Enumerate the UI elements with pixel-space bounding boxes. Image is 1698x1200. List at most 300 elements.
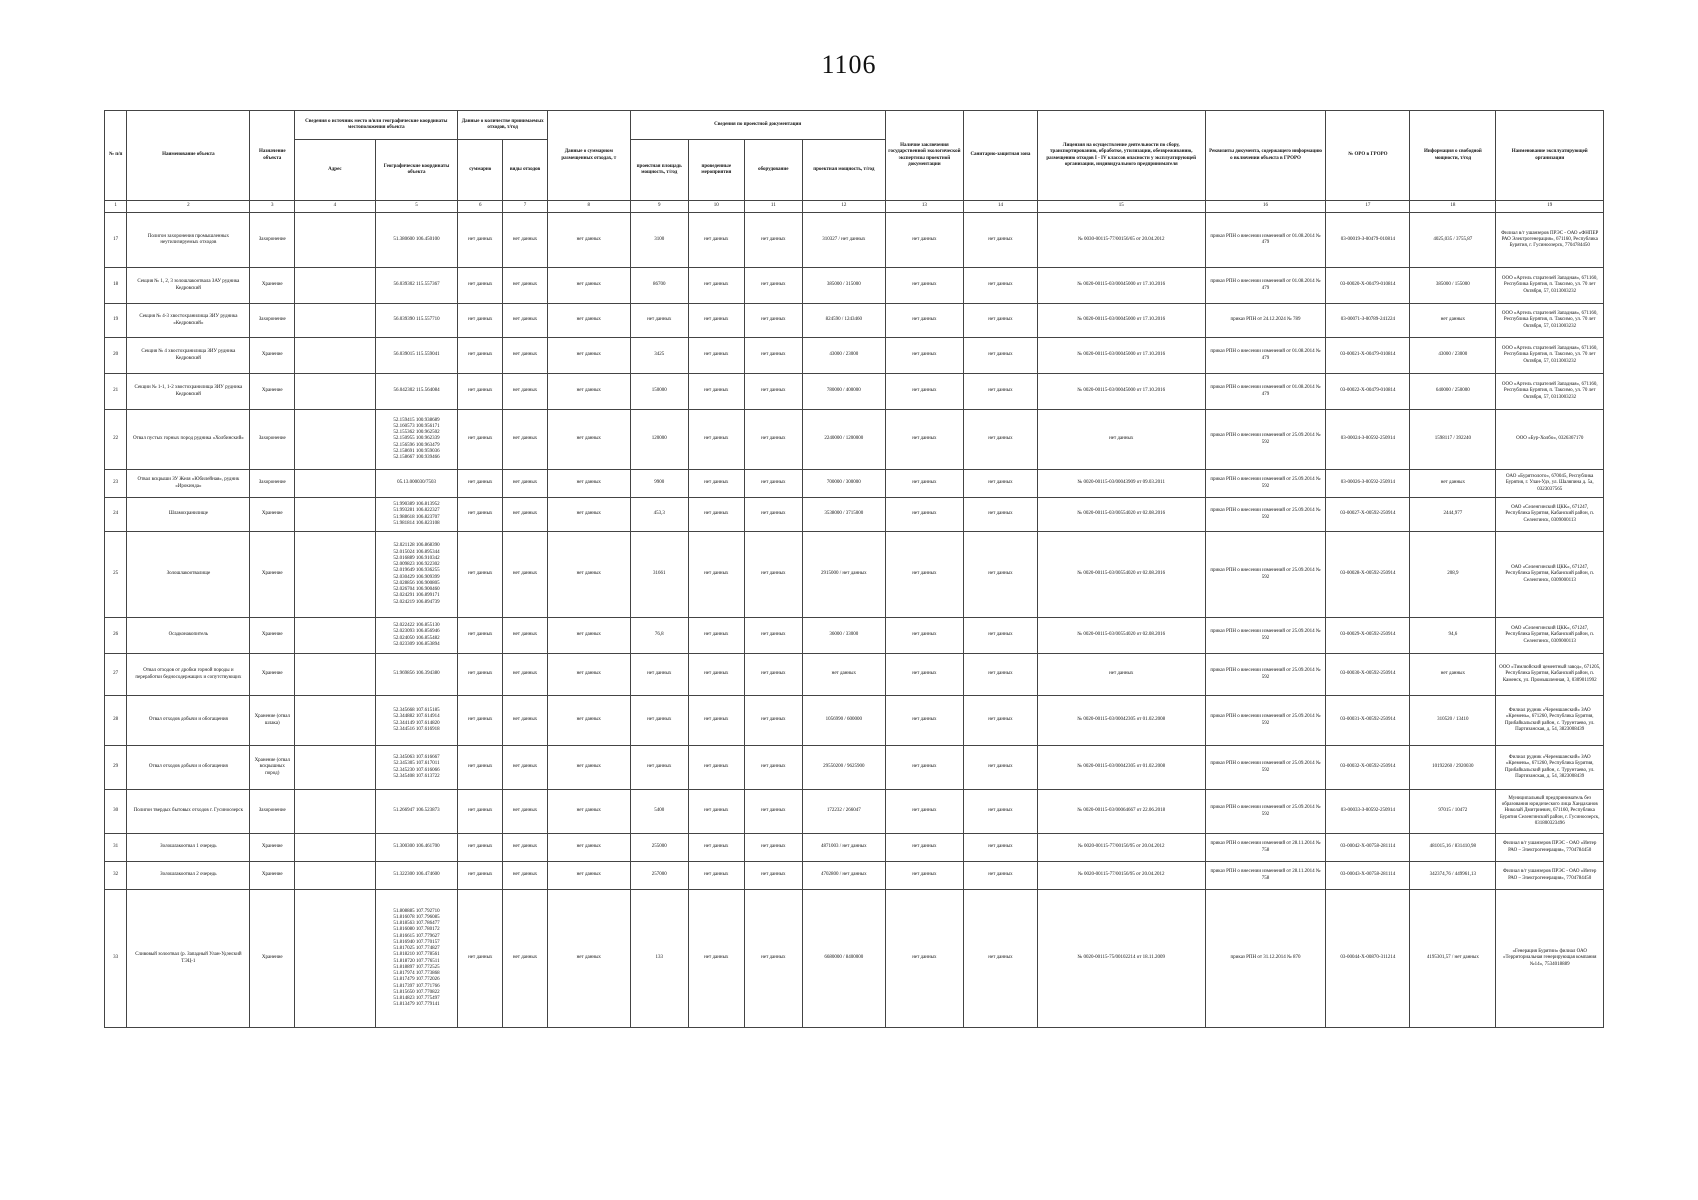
equipment-cell: нет данных [744,498,802,532]
free-capacity-cell: 310520 / 13410 [1410,696,1496,746]
placed-waste-cell: нет данных [547,268,630,304]
object-name-cell: Золошлакоотвал 2 очередь [127,862,250,890]
total-quantity-cell: нет данных [458,410,503,470]
placed-waste-cell: нет данных [547,338,630,374]
object-name-cell: Секция № 4 хвостохранилища ЗИУ рудника Кедровский [127,338,250,374]
header-project-doc-group: Сведения по проектной документации [630,111,885,140]
object-purpose-cell: Хранение [250,654,295,696]
object-name-cell: Золошлакоотвал 1 очередь [127,834,250,862]
project-capacity-cell: 385000 / 315000 [802,268,885,304]
coordinates-cell: 52.345668 107.615185 52.344882 107.614914 52.344149 107.614820 52.344516 107.616918 [375,696,458,746]
object-name-cell: Шламохранилище [127,498,250,532]
operator-cell: ООО «Артель старателей Западная», 671160, Республика Бурятия, п. Таксимо, ул. 70 лет Октября, 57, 0313003232 [1496,304,1604,338]
row-number-cell: 20 [105,338,127,374]
total-quantity-cell: нет данных [458,862,503,890]
sanitary-zone-cell: нет данных [964,532,1038,618]
address-cell [295,654,376,696]
row-number-cell: 30 [105,790,127,834]
project-capacity-cell: 2240000 / 1200000 [802,410,885,470]
oro-number-cell: 03-00033-З-00592-250914 [1326,790,1410,834]
coordinates-cell: 52.159415 100.938689 52.160573 100.956171 52.155362 100.962502 52.150955 100.962339 52.156596 100.963479 52.158691 100.959036 52.158667 100.939466 [375,410,458,470]
coordinates-cell: 51.266947 106.523873 [375,790,458,834]
placed-waste-cell: нет данных [547,790,630,834]
operator-cell: ООО «Артель старателей Западная», 671160, Республика Бурятия, п. Таксимо, ул. 70 лет Октября, 57, 0313003232 [1496,268,1604,304]
address-cell [295,213,376,268]
table-row [105,654,1604,696]
equipment-cell: нет данных [744,374,802,410]
object-purpose-cell: Захоронение [250,410,295,470]
waste-types-cell: нет данных [503,618,548,654]
coordinates-cell: 56.039390 115.557710 [375,304,458,338]
measures-cell: нет данных [688,304,744,338]
table-row [105,338,1604,374]
object-purpose-cell: Хранение (отвал вскрышных пород) [250,746,295,790]
expertise-cell: нет данных [885,790,963,834]
sanitary-zone-cell: нет данных [964,834,1038,862]
measures-cell: нет данных [688,654,744,696]
table-row [105,890,1604,1028]
object-name-cell: Секция № 1, 2, 3 золошлакоотвала ЗАУ рудника Кедровский [127,268,250,304]
groro-document-cell: приказ РПН от 24.12.2024 № 789 [1205,304,1326,338]
coordinates-cell: 56.039302 115.557367 [375,268,458,304]
groro-document-cell: приказ РПН о внесении изменений от 25.09.2014 № 592 [1205,746,1326,790]
project-area-cell: 86700 [630,268,688,304]
project-capacity-cell: 824590 / 1243460 [802,304,885,338]
groro-document-cell: приказ РПН о внесении изменений от 25.09.2014 № 592 [1205,790,1326,834]
operator-cell: «Генерация Бурятии» филиал ОАО «Территориальная генерирующая компания №14», 7534018889 [1496,890,1604,1028]
equipment-cell: нет данных [744,213,802,268]
header-measures: проведенные мероприятия [688,140,744,201]
measures-cell: нет данных [688,696,744,746]
measures-cell: нет данных [688,790,744,834]
object-purpose-cell: Хранение [250,374,295,410]
column-number: 18 [1410,201,1496,213]
expertise-cell: нет данных [885,338,963,374]
free-capacity-cell: 4025,035 / 3755,87 [1410,213,1496,268]
address-cell [295,338,376,374]
free-capacity-cell: 385000 / 155000 [1410,268,1496,304]
free-capacity-cell: 10192260 / 2920030 [1410,746,1496,790]
object-purpose-cell: Хранение [250,618,295,654]
table-row [105,862,1604,890]
project-capacity-cell: 310327 / нет данных [802,213,885,268]
row-number-cell: 26 [105,618,127,654]
groro-document-cell: приказ РПН о внесении изменений от 25.09.2014 № 592 [1205,654,1326,696]
oro-number-cell: 03-00022-Х-00479-010814 [1326,374,1410,410]
object-purpose-cell: Хранение [250,338,295,374]
object-name-cell: Отвал пустых горных пород рудника «Холбинский» [127,410,250,470]
sanitary-zone-cell: нет данных [964,746,1038,790]
oro-number-cell: 03-00027-Х-00592-250914 [1326,498,1410,532]
measures-cell: нет данных [688,746,744,790]
free-capacity-cell: нет данных [1410,470,1496,498]
header-quantity-group: Данные о количестве принимаемых отходов, т/год [458,111,547,140]
expertise-cell: нет данных [885,746,963,790]
table-row [105,213,1604,268]
row-number-cell: 18 [105,268,127,304]
sanitary-zone-cell: нет данных [964,304,1038,338]
header-placed-waste: Данные о суммарном размещенных отходах, т [547,111,630,201]
row-number-cell: 19 [105,304,127,338]
column-number: 3 [250,201,295,213]
coordinates-cell: 51.300300 106.461700 [375,834,458,862]
operator-cell: ОАО «Селенгинский ЦКК», 671247, Республика Бурятия, Кабанский район, п. Селенгинск, 0309000113 [1496,498,1604,532]
table-body [105,213,1604,1028]
placed-waste-cell: нет данных [547,746,630,790]
placed-waste-cell: нет данных [547,862,630,890]
license-cell: № 0020-00115-03/00043909 от 09.03.2011 [1037,470,1205,498]
sanitary-zone-cell: нет данных [964,696,1038,746]
placed-waste-cell: нет данных [547,654,630,696]
header-num: № п/п [105,111,127,201]
row-number-cell: 25 [105,532,127,618]
groro-document-cell: приказ РПН о внесении изменений от 25.09.2014 № 592 [1205,410,1326,470]
oro-number-cell: 03-00026-З-00592-250914 [1326,470,1410,498]
measures-cell: нет данных [688,470,744,498]
project-capacity-cell: 6680000 / 8400000 [802,890,885,1028]
waste-objects-table [104,110,1604,1028]
free-capacity-cell: нет данных [1410,304,1496,338]
table-row [105,268,1604,304]
sanitary-zone-cell: нет данных [964,213,1038,268]
groro-document-cell: приказ РПН о внесении изменений от 28.11.2014 № 758 [1205,834,1326,862]
address-cell [295,834,376,862]
address-cell [295,862,376,890]
waste-types-cell: нет данных [503,374,548,410]
column-number: 4 [295,201,376,213]
object-purpose-cell: Хранение [250,890,295,1028]
waste-types-cell: нет данных [503,410,548,470]
expertise-cell: нет данных [885,696,963,746]
column-number: 12 [802,201,885,213]
operator-cell: ОАО «Селенгинский ЦКК», 671247, Республика Бурятия, Кабанский район, п. Селенгинск, 0309000113 [1496,618,1604,654]
header-oro-number: № ОРО в ГРОРО [1326,111,1410,201]
sanitary-zone-cell: нет данных [964,618,1038,654]
oro-number-cell: 03-00031-Х-00592-250914 [1326,696,1410,746]
object-purpose-cell: Хранение [250,498,295,532]
expertise-cell: нет данных [885,213,963,268]
object-name-cell: Осадконакопитель [127,618,250,654]
total-quantity-cell: нет данных [458,268,503,304]
header-waste-types: виды отходов [503,140,548,201]
placed-waste-cell: нет данных [547,470,630,498]
row-number-cell: 33 [105,890,127,1028]
waste-types-cell: нет данных [503,790,548,834]
project-area-cell: 5400 [630,790,688,834]
table-row [105,498,1604,532]
placed-waste-cell: нет данных [547,834,630,862]
address-cell [295,532,376,618]
object-purpose-cell: Хранение [250,834,295,862]
license-cell: № 0030-00115-77/00156/65 от 20.04.2012 [1037,213,1205,268]
equipment-cell: нет данных [744,890,802,1028]
project-area-cell: 9900 [630,470,688,498]
total-quantity-cell: нет данных [458,374,503,410]
expertise-cell: нет данных [885,890,963,1028]
header-object-name: Наименование объекта [127,111,250,201]
expertise-cell: нет данных [885,618,963,654]
measures-cell: нет данных [688,374,744,410]
license-cell: № 0020-00115-03/00554020 от 02.08.2016 [1037,618,1205,654]
equipment-cell: нет данных [744,338,802,374]
object-name-cell: Отвал вскрыши ЗУ Желя «Юбилейная», рудник «Ирокинда» [127,470,250,498]
address-cell [295,618,376,654]
address-cell [295,304,376,338]
sanitary-zone-cell: нет данных [964,654,1038,696]
expertise-cell: нет данных [885,532,963,618]
project-area-cell: 3100 [630,213,688,268]
operator-cell: ООО «Артель старателей Западная», 671160, Республика Бурятия, п. Таксимо, ул. 70 лет Октября, 57, 0313003232 [1496,338,1604,374]
waste-types-cell: нет данных [503,746,548,790]
expertise-cell: нет данных [885,654,963,696]
license-cell: № 0020-00115-03/00045000 от 17.10.2016 [1037,338,1205,374]
oro-number-cell: 03-00044-Х-00870-311214 [1326,890,1410,1028]
header-project-area: проектная площадь мощность, т/год [630,140,688,201]
total-quantity-cell: нет данных [458,470,503,498]
groro-document-cell: приказ РПН о внесении изменений от 25.09.2014 № 592 [1205,618,1326,654]
object-purpose-cell: Хранение [250,862,295,890]
waste-types-cell: нет данных [503,470,548,498]
column-number: 11 [744,201,802,213]
object-purpose-cell: Захоронение [250,470,295,498]
table-row [105,532,1604,618]
project-capacity-cell: 43000 / 23000 [802,338,885,374]
oro-number-cell: 03-00021-Х-00479-010814 [1326,338,1410,374]
equipment-cell: нет данных [744,834,802,862]
sanitary-zone-cell: нет данных [964,498,1038,532]
placed-waste-cell: нет данных [547,410,630,470]
expertise-cell: нет данных [885,862,963,890]
project-capacity-cell: нет данных [802,654,885,696]
project-capacity-cell: 3538000 / 3715000 [802,498,885,532]
coordinates-cell: 51.322300 106.474600 [375,862,458,890]
equipment-cell: нет данных [744,696,802,746]
object-purpose-cell: Хранение [250,268,295,304]
operator-cell: Филиал в/г ушанзеров ПРЭС - ОАО «ФНПЕР РАО Электрогенерация», 671160, Республика Бурятия, г. Гусиноозерск, 7704784450 [1496,213,1604,268]
placed-waste-cell: нет данных [547,618,630,654]
license-cell: № 0020-00115-03/00045000 от 17.10.2016 [1037,374,1205,410]
measures-cell: нет данных [688,338,744,374]
project-area-cell: нет данных [630,304,688,338]
oro-number-cell: 03-00019-З-00479-010814 [1326,213,1410,268]
total-quantity-cell: нет данных [458,834,503,862]
page-number: 1106 [821,50,877,79]
total-quantity-cell: нет данных [458,304,503,338]
measures-cell: нет данных [688,213,744,268]
column-number: 16 [1205,201,1326,213]
object-name-cell: Полигон твердых бытовых отходов г. Гусиноозерск [127,790,250,834]
header-total: суммарно [458,140,503,201]
license-cell: № 0020-00115-75/00102214 от 18.11.2009 [1037,890,1205,1028]
coordinates-cell: 56.039015 115.559041 [375,338,458,374]
table-row [105,304,1604,338]
operator-cell: Филиал в/г ушанзеров ПРЭС - ОАО «Интер РАО – Электрогенерация», 7704784450 [1496,834,1604,862]
table-row [105,470,1604,498]
operator-cell: ООО «Артель старателей Западная», 671160, Республика Бурятия, п. Таксимо, ул. 70 лет Октября, 57, 0313003232 [1496,374,1604,410]
equipment-cell: нет данных [744,862,802,890]
table-row [105,790,1604,834]
waste-types-cell: нет данных [503,498,548,532]
free-capacity-cell: 208,9 [1410,532,1496,618]
row-number-cell: 17 [105,213,127,268]
expertise-cell: нет данных [885,304,963,338]
table-row [105,696,1604,746]
total-quantity-cell: нет данных [458,654,503,696]
header-expertise: Наличие заключения государственной экологической экспертизы проектной документации [885,111,963,201]
project-area-cell: 255000 [630,834,688,862]
column-number: 5 [375,201,458,213]
expertise-cell: нет данных [885,374,963,410]
header-coordinates: Географические координаты объекта [375,140,458,201]
waste-types-cell: нет данных [503,890,548,1028]
license-cell: № 0020-00115-03/00045000 от 17.10.2016 [1037,268,1205,304]
license-cell: № 0020-00115-03/00064667 от 22.06.2018 [1037,790,1205,834]
license-cell: № 0020-00115-03/00042305 от 01.02.2008 [1037,746,1205,790]
project-capacity-cell: 172232 / 266047 [802,790,885,834]
license-cell: № 0020-00115-77/00156/95 от 20.04.2012 [1037,862,1205,890]
oro-number-cell: 03-00030-Х-00592-250914 [1326,654,1410,696]
project-capacity-cell: 780000 / 400000 [802,374,885,410]
total-quantity-cell: нет данных [458,890,503,1028]
project-area-cell: 31661 [630,532,688,618]
equipment-cell: нет данных [744,790,802,834]
coordinates-cell: 52.022422 106.855130 52.023093 106.856946 52.024050 106.855482 52.023309 106.853894 [375,618,458,654]
object-name-cell: Секция № 4-3 хвостохранилища ЗИУ рудника «Кедровский» [127,304,250,338]
column-number: 8 [547,201,630,213]
oro-number-cell: 03-00043-Х-00758-281114 [1326,862,1410,890]
header-groro-document: Реквизиты документа, содержащего информацию о включении объекта в ГРОРО [1205,111,1326,201]
address-cell [295,470,376,498]
column-number: 10 [688,201,744,213]
project-capacity-cell: 4871003 / нет данных [802,834,885,862]
free-capacity-cell: 342374,76 / 449961,13 [1410,862,1496,890]
column-number: 19 [1496,201,1604,213]
sanitary-zone-cell: нет данных [964,410,1038,470]
coordinates-cell: 52.345063 107.616667 52.345305 107.617011 52.345230 107.616066 52.345408 107.613722 [375,746,458,790]
free-capacity-cell: 97015 / 10472 [1410,790,1496,834]
project-capacity-cell: 4702800 / нет данных [802,862,885,890]
object-purpose-cell: Захоронение [250,304,295,338]
measures-cell: нет данных [688,862,744,890]
groro-document-cell: приказ РПН о внесении изменений от 25.09.2014 № 592 [1205,696,1326,746]
object-name-cell: Полигон захоронения промышленных неутилизируемых отходов [127,213,250,268]
sanitary-zone-cell: нет данных [964,862,1038,890]
header-sanitary-zone: Санитарно-защитная зона [964,111,1038,201]
address-cell [295,498,376,532]
waste-types-cell: нет данных [503,696,548,746]
object-name-cell: Золошлакоотвалище [127,532,250,618]
table-row [105,374,1604,410]
project-capacity-cell: 700000 / 300000 [802,470,885,498]
waste-types-cell: нет данных [503,862,548,890]
free-capacity-cell: 481015,16 / 831410,98 [1410,834,1496,862]
address-cell [295,790,376,834]
coordinates-cell: 05.13.000030/7503 [375,470,458,498]
project-area-cell: 120000 [630,410,688,470]
row-number-cell: 24 [105,498,127,532]
column-number: 15 [1037,201,1205,213]
header-project-capacity: проектная мощность, т/год [802,140,885,201]
header-license: Лицензия на осуществление деятельности по сбору, транспортированию, обработке, утилизации, обезвреживанию, размещению отходов I - IV классов опасности у эксплуатирующей организации, индивидуального предпринимателя [1037,111,1205,201]
column-number: 7 [503,201,548,213]
total-quantity-cell: нет данных [458,338,503,374]
table-row [105,410,1604,470]
address-cell [295,696,376,746]
column-number: 14 [964,201,1038,213]
object-purpose-cell: Захоронение [250,790,295,834]
expertise-cell: нет данных [885,410,963,470]
waste-types-cell: нет данных [503,338,548,374]
placed-waste-cell: нет данных [547,304,630,338]
header-equipment: оборудование [744,140,802,201]
free-capacity-cell: 2444,977 [1410,498,1496,532]
equipment-cell: нет данных [744,532,802,618]
operator-cell: ООО «Бур-Холбо», 0326367170 [1496,410,1604,470]
sanitary-zone-cell: нет данных [964,470,1038,498]
table-row [105,834,1604,862]
license-cell: № 0020-00115-03/00045000 от 17.10.2016 [1037,304,1205,338]
free-capacity-cell: 1598117 / 392240 [1410,410,1496,470]
equipment-cell: нет данных [744,618,802,654]
oro-number-cell: 03-00028-Х-00592-250914 [1326,532,1410,618]
row-number-cell: 23 [105,470,127,498]
groro-document-cell: приказ РПН о внесении изменений от 28.11.2014 № 758 [1205,862,1326,890]
license-cell: нет данных [1037,410,1205,470]
object-name-cell: Сливовый золоотвал (р. Западный Улан-Удэнский ТЭЦ-1 [127,890,250,1028]
total-quantity-cell: нет данных [458,618,503,654]
measures-cell: нет данных [688,834,744,862]
total-quantity-cell: нет данных [458,213,503,268]
coordinates-cell: 56.042302 115.564084 [375,374,458,410]
equipment-cell: нет данных [744,654,802,696]
address-cell [295,410,376,470]
column-number: 13 [885,201,963,213]
project-area-cell: 76,8 [630,618,688,654]
row-number-cell: 31 [105,834,127,862]
total-quantity-cell: нет данных [458,746,503,790]
expertise-cell: нет данных [885,268,963,304]
project-area-cell: нет данных [630,696,688,746]
equipment-cell: нет данных [744,304,802,338]
sanitary-zone-cell: нет данных [964,374,1038,410]
free-capacity-cell: 4195301,57 / нет данных [1410,890,1496,1028]
project-area-cell: нет данных [630,654,688,696]
sanitary-zone-cell: нет данных [964,338,1038,374]
groro-document-cell: приказ РПН о внесении изменений от 25.09.2014 № 592 [1205,470,1326,498]
equipment-cell: нет данных [744,470,802,498]
license-cell: № 0020-00115-03/00554020 от 02.08.2016 [1037,532,1205,618]
coordinates-cell: 52.021128 106.868390 52.015024 106.895344 52.016889 106.910342 52.009823 106.922302 52.019649 106.936255 52.030429 106.909399 52.028856 106.900805 52.026704 106.900460 52.024291 106.899171 52.024219 106.894739 [375,532,458,618]
groro-document-cell: приказ РПН от 31.12.2014 № 870 [1205,890,1326,1028]
column-number: 17 [1326,201,1410,213]
total-quantity-cell: нет данных [458,696,503,746]
total-quantity-cell: нет данных [458,790,503,834]
oro-number-cell: 03-00042-Х-00758-281114 [1326,834,1410,862]
address-cell [295,746,376,790]
project-area-cell: 150000 [630,374,688,410]
project-capacity-cell: 1056990 / 600000 [802,696,885,746]
oro-number-cell: 03-00024-З-00592-250914 [1326,410,1410,470]
address-cell [295,374,376,410]
total-quantity-cell: нет данных [458,532,503,618]
waste-types-cell: нет данных [503,532,548,618]
license-cell: нет данных [1037,654,1205,696]
groro-document-cell: приказ РПН о внесении изменений от 25.09.2014 № 592 [1205,498,1326,532]
measures-cell: нет данных [688,498,744,532]
waste-types-cell: нет данных [503,268,548,304]
operator-cell: Муниципальный предприниматель без образования юридического лица Хандаханов Николай Дмитриевич, 671160, Республика Бурятия Селенгинский район, г. Гусиноозерск, 031800323496 [1496,790,1604,834]
oro-number-cell: 03-00071-З-00789-241224 [1326,304,1410,338]
